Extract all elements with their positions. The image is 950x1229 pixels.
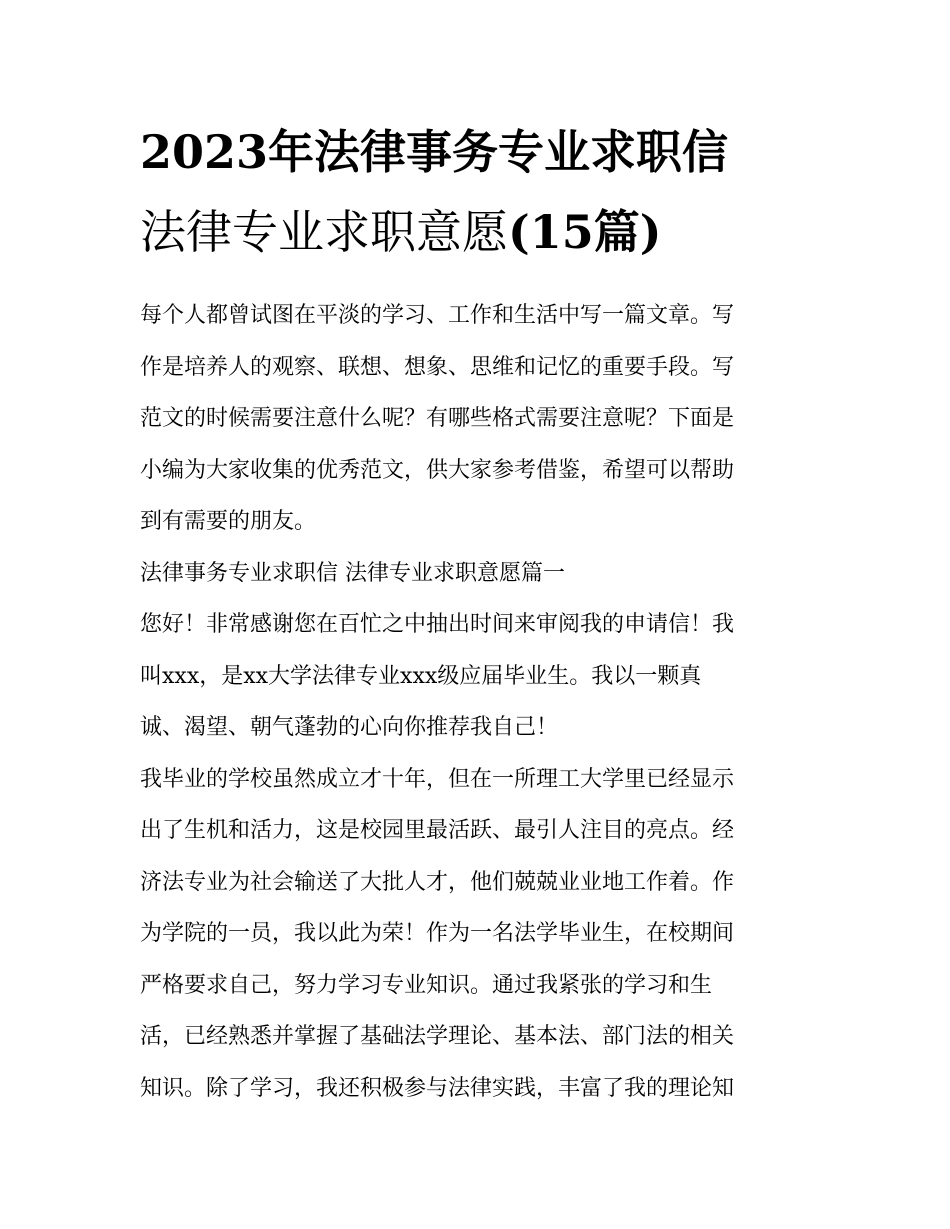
text-line: 到有需要的朋友。 [140, 509, 317, 534]
text-line: 我毕业的学校虽然成立才十年，但在一所理工大学里已经显示 [140, 766, 735, 792]
title-line-2-suffix: (15篇) [508, 205, 662, 259]
title-line-2-prefix: 法律专业求职意愿 [140, 205, 508, 259]
text-line: 诚、渴望、朝气蓬勃的心向你推荐我自己！ [140, 715, 559, 740]
document-title-line-1: 2023年法律事务专业求职信 [140, 125, 729, 179]
text-line: 出了生机和活力，这是校园里最活跃、最引人注目的亮点。经 [140, 818, 735, 843]
text-line: 济法专业为社会输送了大批人才，他们兢兢业业地工作着。作 [140, 869, 735, 895]
document-title-line-2 [140, 192, 815, 272]
text-line: 活，已经熟悉并掌握了基础法学理论、基本法、部门法的相关 [140, 1024, 735, 1049]
text-line: 严格要求自己，努力学习专业知识。通过我紧张的学习和生 [140, 972, 713, 998]
document-page [140, 112, 815, 1114]
text-line: 小编为大家收集的优秀范文，供大家参考借鉴，希望可以帮助 [140, 457, 735, 483]
section-heading: 法律事务专业求职信 法律专业求职意愿篇一 [140, 560, 565, 586]
text-line: 知识。除了学习，我还积极参与法律实践，丰富了我的理论知 [140, 1075, 735, 1101]
text-line: 为学院的一员，我以此为荣！作为一名法学毕业生，在校期间 [140, 921, 735, 946]
text-line: 范文的时候需要注意什么呢？有哪些格式需要注意呢？下面是 [140, 406, 735, 431]
text-line: 叫xxx，是xx大学法律专业xxx级应届毕业生。我以一颗真 [140, 663, 702, 689]
text-line: 作是培养人的观察、联想、想象、思维和记忆的重要手段。写 [140, 354, 735, 380]
text-line: 您好！非常感谢您在百忙之中抽出时间来审阅我的申请信！我 [140, 612, 735, 637]
text-line: 每个人都曾试图在平淡的学习、工作和生活中写一篇文章。写 [140, 303, 735, 328]
